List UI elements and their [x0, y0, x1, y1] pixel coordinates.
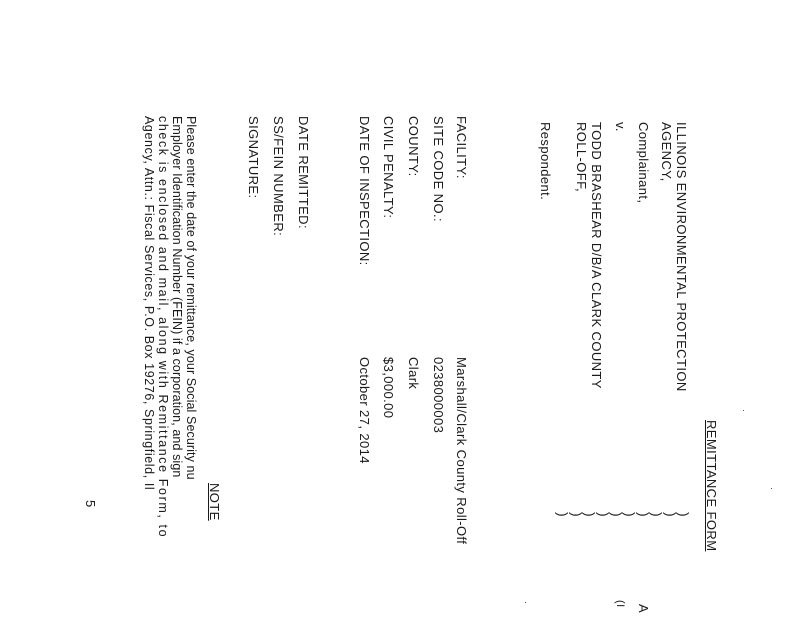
- respondent-name-line1: TODD BRASHEAR D/B/A CLARK COUNTY: [589, 122, 604, 389]
- site-code-value: 0238000003: [431, 357, 446, 434]
- note-heading: NOTE: [207, 483, 222, 521]
- facility-value: Marshall/Clark County Roll-Off: [454, 357, 469, 545]
- scan-speck: [771, 488, 772, 489]
- inspection-date-value: October 27, 2014: [357, 357, 372, 464]
- case-type-fragment: (I: [614, 600, 626, 608]
- plaintiff-name-line2: AGENCY,: [659, 122, 674, 182]
- date-remitted-label: DATE REMITTED:: [296, 116, 311, 229]
- respondent-name-line2: ROLL-OFF,: [574, 122, 589, 193]
- signature-label: SIGNATURE:: [246, 116, 261, 199]
- civil-penalty-label: CIVIL PENALTY:: [381, 116, 396, 219]
- page-number: 5: [83, 500, 98, 508]
- site-code-label: SITE CODE NO.:: [431, 116, 446, 223]
- note-line-1: Please enter the date of your remittance, your Social Security nu: [184, 116, 198, 480]
- complainant-label: Complainant,: [636, 122, 651, 204]
- note-line-4: Agency, Attn.: Fiscal Services, P.O. Box 19276, Springfield, Il: [142, 116, 156, 491]
- facility-label: FACILITY:: [454, 116, 469, 179]
- note-line-2: Employer Identification Number (FEIN) if a corporation, and sign: [170, 116, 184, 478]
- county-label: COUNTY:: [406, 116, 421, 177]
- versus-label: v.: [613, 122, 628, 132]
- caption-brackets: ) ) ) ) ) ) ) ) ) ): [555, 512, 692, 517]
- inspection-date-label: DATE OF INSPECTION:: [357, 116, 372, 266]
- plaintiff-name-line1: ILLINOIS ENVIRONMENTAL PROTECTION: [674, 122, 689, 392]
- civil-penalty-value: $3,000.00: [381, 357, 396, 419]
- note-line-3: check is enclosed and mail, along with Remittance Form, to: [156, 116, 170, 539]
- form-title: REMITTANCE FORM: [704, 420, 719, 552]
- respondent-label: Respondent.: [538, 122, 553, 201]
- scan-speck: [525, 602, 526, 603]
- ss-fein-label: SS/FEIN NUMBER:: [271, 116, 286, 237]
- county-value: Clark: [406, 357, 421, 390]
- scan-speck: [743, 410, 744, 411]
- case-number-fragment: A: [636, 604, 651, 614]
